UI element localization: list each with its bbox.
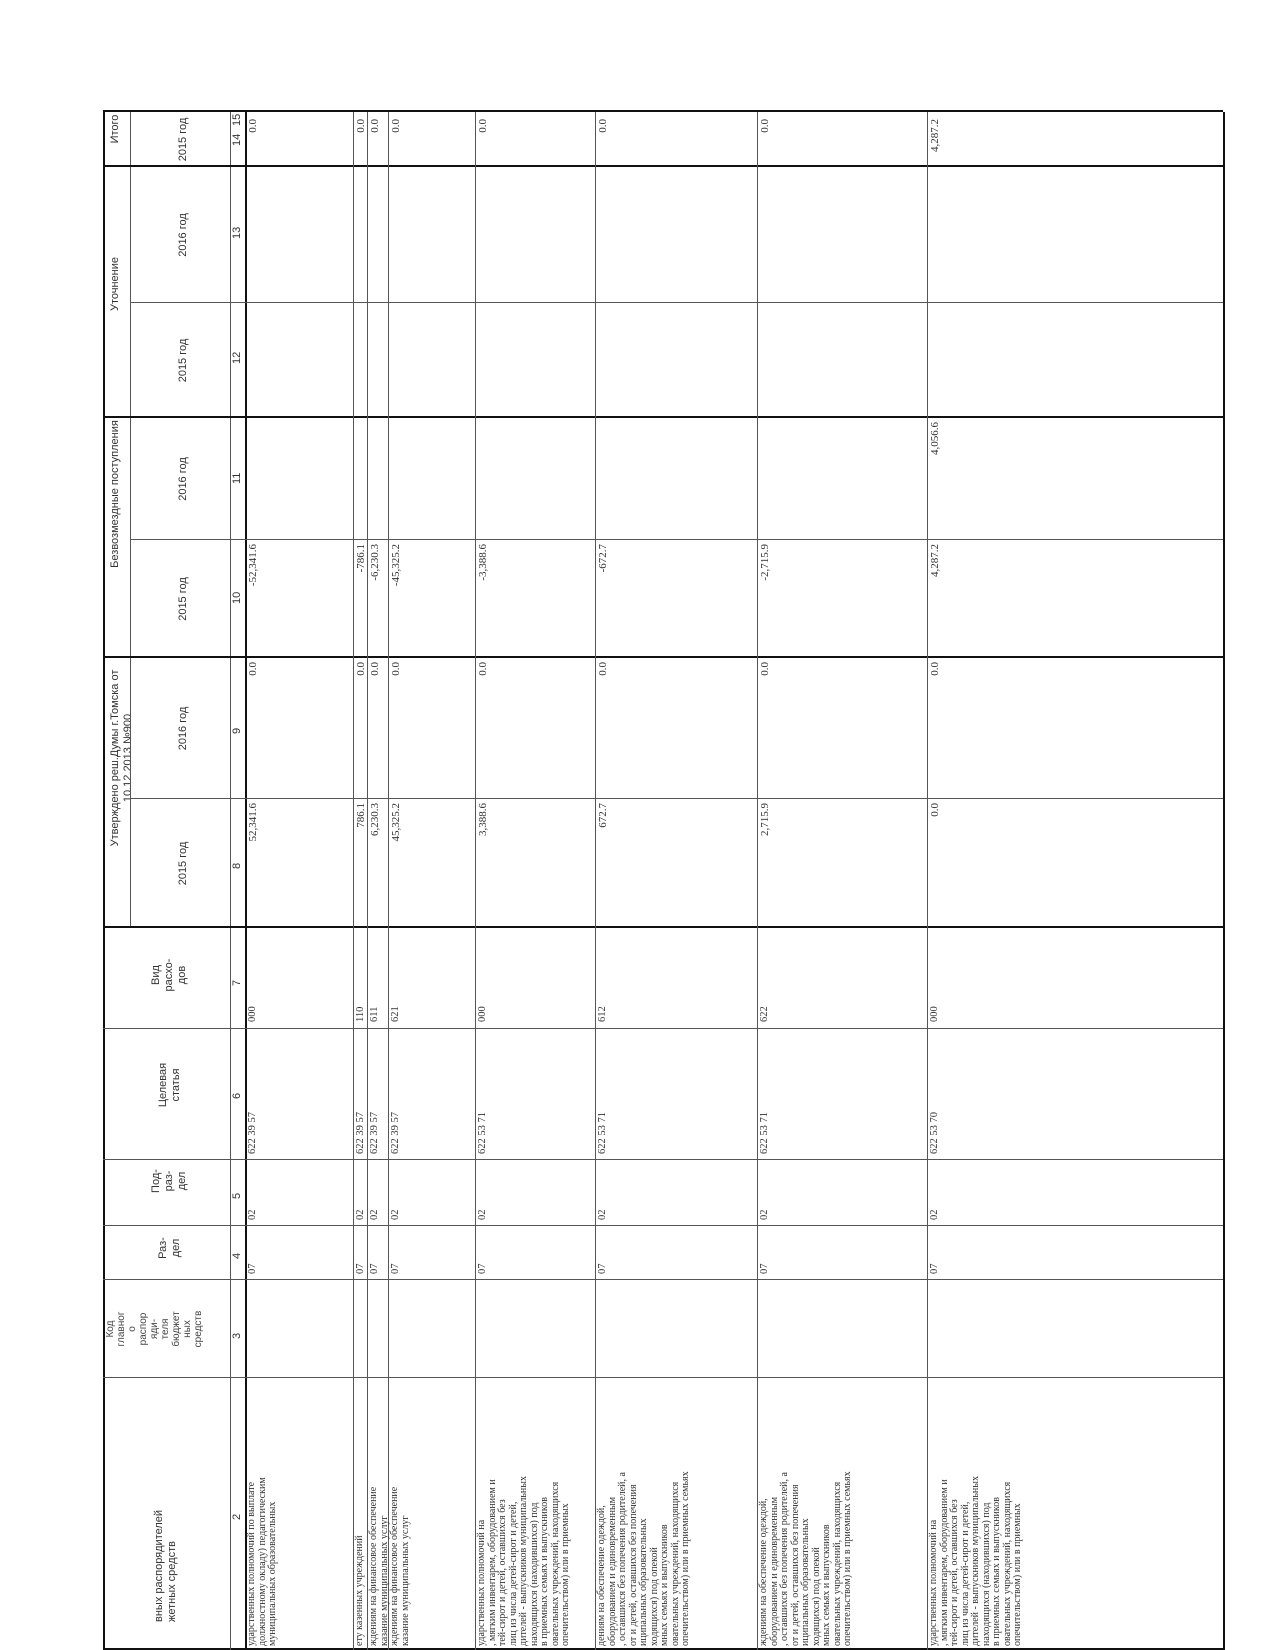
gratuitous-2015: 4,287.2 <box>929 544 941 577</box>
approved-2016: 0.0 <box>247 662 259 676</box>
column-number: 2 <box>231 1513 243 1520</box>
grid-line <box>367 112 368 1650</box>
grid-line <box>595 112 596 1650</box>
approved-2016: 0.0 <box>355 662 367 676</box>
grid-line <box>388 112 389 1650</box>
row-target: 622 53 71 <box>477 1112 488 1154</box>
total-2015: 0.0 <box>390 119 402 133</box>
column-number: 11 <box>231 472 243 484</box>
grid-line <box>757 112 758 1650</box>
grid-line <box>103 416 1223 418</box>
approved-2015: 0.0 <box>929 803 941 817</box>
approved-2015: 3,388.6 <box>477 803 489 836</box>
total-2015: 0.0 <box>369 119 381 133</box>
header-name-col: вных распорядителей жетных средств <box>153 1509 178 1622</box>
column-number: 9 <box>231 727 243 734</box>
row-podrazdel: 02 <box>597 1209 608 1220</box>
year-header: 2015 год <box>177 841 189 886</box>
row-target: 622 39 57 <box>247 1112 258 1154</box>
row-vid: 000 <box>929 1006 940 1022</box>
year-header: 2015 год <box>177 338 189 383</box>
row-razdel: 07 <box>597 1263 608 1274</box>
approved-2016: 0.0 <box>759 662 771 676</box>
row-description: дениям на обеспечение одеждой, оборудованием и единовременным , оставшихся без попечения родителей, а от и детей, оставшихся без попечения иципальных образовательных ходящихся) под опекой мных семьях и выпускников овательных учреждений, находящихся опечительством) или в приемных семьях <box>596 1471 691 1646</box>
row-podrazdel: 02 <box>759 1209 770 1220</box>
row-target: 622 53 70 <box>929 1112 940 1154</box>
grid-line <box>130 302 1223 303</box>
year-header: 2016 год <box>177 706 189 751</box>
grid-line <box>103 926 1223 928</box>
approved-2016: 0.0 <box>477 662 489 676</box>
column-number: 14 <box>231 133 243 146</box>
row-description: ударственных полномочий на , мягким инвентарем, оборудованием и тей-сирот и детей, оставшихся без лиц из числа детей-сирот и детей, дителей - выпускников муниципальных находящихся (находившихся) под в приемных семьях и выпускников овательных учреждений, находящихся опечительством) или в приемных <box>476 1476 571 1646</box>
column-number: 13 <box>231 226 243 239</box>
row-target: 622 39 57 <box>369 1112 380 1154</box>
approved-2015: 672.7 <box>597 803 609 828</box>
grid-line <box>130 658 131 928</box>
year-header: 2016 год <box>177 457 189 501</box>
total-2015: 0.0 <box>597 119 609 133</box>
grid-line <box>103 1279 1223 1280</box>
row-target: 622 39 57 <box>390 1112 401 1154</box>
approved-2015: 52,341.6 <box>247 803 259 842</box>
year-header: 2016 год <box>177 213 189 257</box>
row-description: ету казенных учреждений <box>354 1535 365 1646</box>
budget-table <box>103 112 1223 1650</box>
approved-2016: 0.0 <box>929 662 941 676</box>
gratuitous-2015: -45,325.2 <box>390 544 402 587</box>
row-description: ждениям на обеспечение одеждой, оборудованием и единовременным , оставшихся без попечения родителей, а от и детей, оставшихся без попечения иципальных образовательных ходящихся) под опекой мных семьях и выпускников овательных учреждений, находящихся опечительством) или в приемных семьях <box>758 1471 853 1646</box>
grid-line <box>103 1377 1223 1378</box>
approved-2015: 6,230.3 <box>369 803 381 836</box>
row-razdel: 07 <box>390 1263 401 1274</box>
total-2015: 4,287.2 <box>929 119 941 152</box>
column-number: 7 <box>231 979 243 986</box>
grid-line <box>103 1028 1223 1029</box>
year-header: 2015 год <box>177 117 189 162</box>
row-description: ждениям на финансовое обеспечение казание муниципальных услуг <box>389 1486 411 1646</box>
row-vid: 611 <box>369 1006 380 1022</box>
gratuitous-2016: 4,056.6 <box>929 422 941 455</box>
column-number: 12 <box>231 351 243 364</box>
header-clarification: Уточнение <box>109 256 121 312</box>
gratuitous-2015: -2,715.9 <box>759 544 771 581</box>
grid-line <box>130 539 1223 540</box>
header-code-col: Код главног о распор яди- теля бюджет ных средств <box>105 1310 204 1348</box>
column-number: 8 <box>231 862 243 869</box>
total-2015: 0.0 <box>477 119 489 133</box>
header-total: Итого <box>109 114 121 144</box>
grid-line <box>245 112 247 1650</box>
approved-2015: 2,715.9 <box>759 803 771 836</box>
grid-line <box>130 112 131 167</box>
grid-line <box>353 112 354 1650</box>
row-podrazdel: 02 <box>355 1209 366 1220</box>
row-razdel: 07 <box>369 1263 380 1274</box>
row-podrazdel: 02 <box>369 1209 380 1220</box>
row-podrazdel: 02 <box>477 1209 488 1220</box>
total-2015: 0.0 <box>759 119 771 133</box>
header-gratuitous: Безвозмездные поступления <box>109 420 121 568</box>
row-description: ударственных полномочий на , мягким инвентарем, оборудованием и тей-сирот и детей, оставшихся без лиц из числа детей-сирот и детей, дителей - выпускников муниципальных находящихся (находившихся) под в приемных семьях и выпускников овательных учреждений, находящихся опечительством) или в приемных <box>928 1476 1023 1646</box>
grid-line <box>103 1159 1223 1160</box>
column-number: 10 <box>231 591 243 604</box>
approved-2015: 786.1 <box>355 803 367 828</box>
grid-line <box>230 112 231 1650</box>
gratuitous-2015: -3,388.6 <box>477 544 489 581</box>
approved-2016: 0.0 <box>390 662 402 676</box>
grid-line <box>1223 112 1225 1650</box>
row-vid: 000 <box>247 1006 258 1022</box>
row-podrazdel: 02 <box>390 1209 401 1220</box>
row-target: 622 39 57 <box>355 1112 366 1154</box>
column-number: 4 <box>231 1252 243 1259</box>
grid-line <box>130 167 131 418</box>
column-number: 5 <box>231 1192 243 1199</box>
row-vid: 110 <box>355 1006 366 1022</box>
grid-line <box>103 165 1223 167</box>
row-razdel: 07 <box>759 1263 770 1274</box>
grid-line <box>475 112 476 1650</box>
row-vid: 622 <box>759 1006 770 1022</box>
row-podrazdel: 02 <box>929 1209 940 1220</box>
column-number: 6 <box>231 1092 243 1099</box>
grid-line <box>130 798 1223 799</box>
gratuitous-2015: -6,230.3 <box>369 544 381 581</box>
total-2015: 0.0 <box>247 119 259 133</box>
header-vid: Вид расхо- дов <box>150 958 188 992</box>
column-number: 15 <box>231 113 243 126</box>
gratuitous-2015: -52,341.6 <box>247 544 259 587</box>
row-target: 622 53 71 <box>759 1112 770 1154</box>
header-target: Целевая статья <box>157 1062 182 1108</box>
approved-2016: 0.0 <box>597 662 609 676</box>
row-razdel: 07 <box>929 1263 940 1274</box>
grid-line <box>130 418 131 658</box>
header-podrazdel: Под- раз- дел <box>150 1169 188 1193</box>
grid-line <box>103 656 1223 658</box>
row-vid: 621 <box>390 1006 401 1022</box>
row-description: ждениям на финансовое обеспечение казание муниципальных услуг <box>368 1486 390 1646</box>
gratuitous-2015: -672.7 <box>597 544 609 573</box>
grid-line <box>927 112 928 1650</box>
grid-line <box>103 110 1223 112</box>
grid-line <box>103 1225 1223 1226</box>
row-description: ударственных полномочий по выплате должностному окладу) педагогическим муниципальных образовательных <box>246 1477 278 1646</box>
row-vid: 000 <box>477 1006 488 1022</box>
column-number: 3 <box>231 1332 243 1339</box>
gratuitous-2015: -786.1 <box>355 544 367 573</box>
row-target: 622 53 71 <box>597 1112 608 1154</box>
header-razdel: Раз- дел <box>157 1237 182 1259</box>
total-2015: 0.0 <box>355 119 367 133</box>
header-approved: Утверждено реш.Думы г.Томска от 10.12.2013 №900 <box>109 669 134 847</box>
approved-2016: 0.0 <box>369 662 381 676</box>
grid-line <box>103 112 105 1650</box>
approved-2015: 45,325.2 <box>390 803 402 842</box>
row-razdel: 07 <box>247 1263 258 1274</box>
row-vid: 612 <box>597 1006 608 1022</box>
row-razdel: 07 <box>355 1263 366 1274</box>
row-razdel: 07 <box>477 1263 488 1274</box>
row-podrazdel: 02 <box>247 1209 258 1220</box>
year-header: 2015 год <box>177 577 189 621</box>
